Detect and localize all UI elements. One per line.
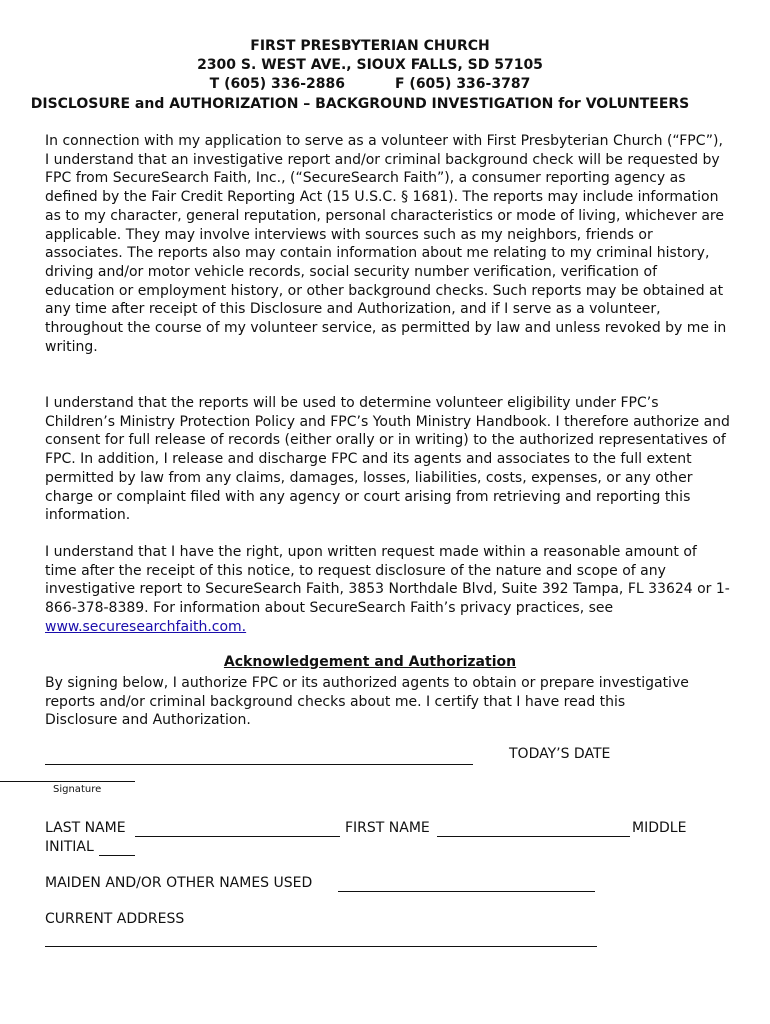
signature-line-cont [0, 781, 135, 782]
fax-number: F (605) 336-3787 [394, 76, 531, 92]
signature-line[interactable] [45, 764, 473, 765]
maiden-names-label: MAIDEN AND/OR OTHER NAMES USED [45, 875, 313, 891]
paragraph-disclosure: In connection with my application to serve as a volunteer with First Presbyterian Church (“FPC”), I understand that an investigative report and/or criminal background check will be requested by FPC from SecureSearch Faith, Inc., (“SecureSearch Faith”), a consumer reporting agency as defined by the Fair Credit Reporting Act (15 U.S.C. § 1681). The reports may include information as to my character, general reputation, personal characteristics or mode of living, whichever are applicable. They may involve interviews with sources such as my neighbors, friends or associates. The reports also may contain information about me relating to my criminal history, driving and/or motor vehicle records, social security number verification, verification of education or employment history, or other background checks. Such reports may be obtained at any time after receipt of this Disclosure and Authorization, and if I serve as a volunteer, throughout the course of my volunteer service, as permitted by law and unless revoked by me in writing. [45, 133, 727, 355]
ack-title: Acknowledgement and Authorization [223, 654, 517, 670]
maiden-names-field[interactable] [338, 891, 595, 892]
signature-label: Signature [53, 784, 102, 795]
first-name-field[interactable] [437, 836, 630, 837]
phone-number: T (605) 336-2886 [209, 76, 345, 92]
org-contact [0, 74, 740, 94]
org-address: 2300 S. WEST AVE., SIOUX FALLS, SD 57105 [197, 57, 543, 73]
org-name: FIRST PRESBYTERIAN CHURCH [250, 38, 490, 54]
rights-text: I understand that I have the right, upon written request made within a reasonable amount of time after the receipt of this notice, to request disclosure of the nature and scope of any investigative report to SecureSearch Faith, 3853 Northdale Blvd, Suite 392 Tampa, FL 33624 or 1-866-378-8389. For information about SecureSearch Faith’s privacy practices, see [45, 544, 730, 617]
middle-initial-field[interactable] [99, 855, 135, 856]
last-name-label: LAST NAME [45, 820, 126, 836]
last-name-field[interactable] [135, 836, 340, 837]
document-title: DISCLOSURE and AUTHORIZATION – BACKGROUND INVESTIGATION for VOLUNTEERS [30, 96, 690, 112]
securesearch-link[interactable]: www.securesearchfaith.com. [45, 618, 247, 635]
todays-date-label: TODAY’S DATE [509, 746, 611, 762]
paragraph-rights [45, 543, 730, 637]
middle-label: MIDDLE [632, 820, 687, 836]
first-name-label: FIRST NAME [345, 820, 430, 836]
paragraph-usage: I understand that the reports will be used to determine volunteer eligibility under FPC’s Children’s Ministry Protection Policy and FPC’s Youth Ministry Handbook. I therefore authorize and consent for full release of records (either orally or in writing) to the authorized representatives of FPC. In addition, I release and discharge FPC and its agents and associates to the full extent permitted by law from any claims, damages, losses, liabilities, costs, expenses, or any other charge or complaint filed with any agency or court arising from retrieving and reporting this information. [45, 395, 730, 524]
ack-paragraph: By signing below, I authorize FPC or its authorized agents to obtain or prepare investigative reports and/or criminal background checks about me. I certify that I have read this Disclosure and Authorization. [45, 675, 689, 729]
current-address-field[interactable] [45, 946, 597, 947]
current-address-label: CURRENT ADDRESS [45, 911, 185, 927]
initial-label: INITIAL [45, 839, 94, 855]
